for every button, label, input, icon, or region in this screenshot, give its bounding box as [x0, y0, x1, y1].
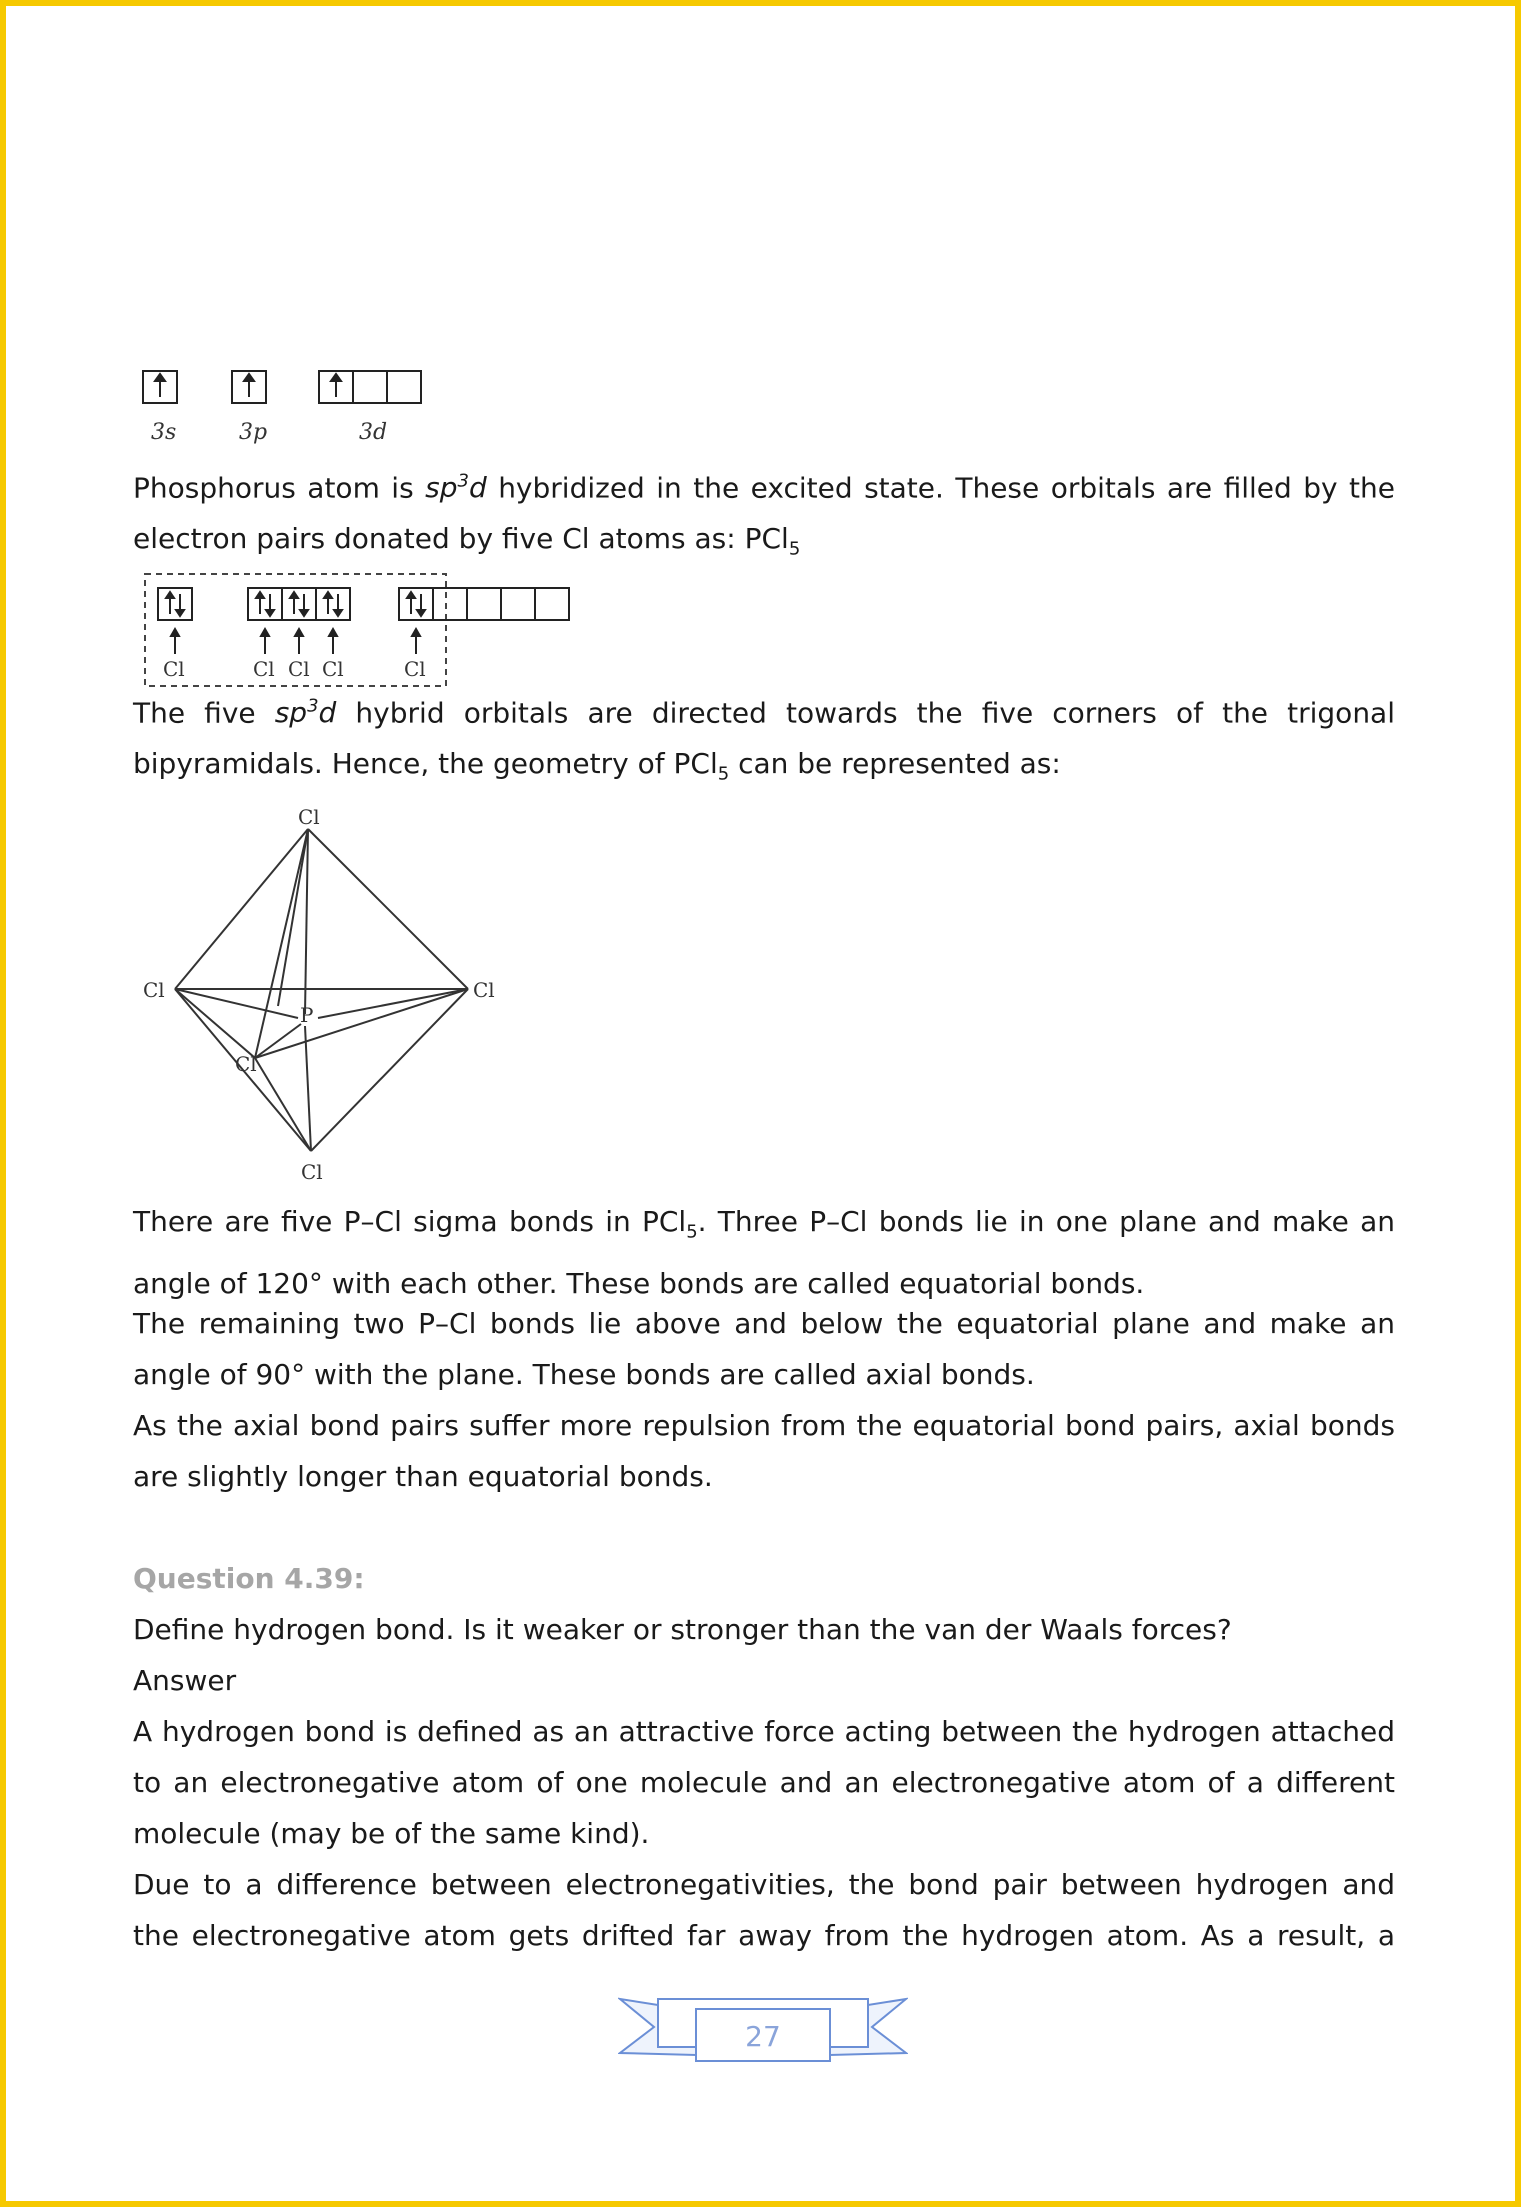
atom-cl-bottom: Cl [301, 1160, 323, 1184]
orbital-label-3s: 3s [151, 420, 177, 445]
para1-d: d [468, 471, 487, 505]
paragraph-bond-length: As the axial bond pairs suffer more repulsion from the equatorial bond pairs, axial bonds are slightly longer than equatorial bonds. [133, 1409, 1395, 1493]
orbital-diagram-pcl5 [133, 566, 573, 691]
para1-text-b: hybridized in the excited state. These orbitals are filled by the electron pairs donated by five Cl atoms as: PCl [133, 471, 1395, 556]
paragraph-sigma-bonds [133, 1196, 1395, 1309]
para1-sub: 5 [788, 538, 801, 560]
answer-label: Answer [133, 1664, 237, 1697]
para2-sp: sp [274, 696, 308, 730]
paragraph-hybridization [133, 456, 1395, 575]
atom-cl-left: Cl [143, 978, 165, 1002]
para1-sup: 3 [457, 471, 469, 492]
para1-text-a: Phosphorus atom is [133, 471, 426, 505]
orbital-label-3p: 3p [239, 420, 268, 445]
para2-text-a: The five [133, 696, 275, 730]
answer-paragraph-1: A hydrogen bond is defined as an attractive force acting between the hydrogen attached to an electronegative atom of one molecule and an electronegative atom of a different molecule (may be of the same kind). [133, 1715, 1395, 1850]
pcl5-structure-diagram [133, 796, 533, 1191]
para2-text-c: can be represented as: [729, 747, 1061, 781]
donor-label-2: Cl [253, 657, 275, 681]
atom-p-center: P [300, 1003, 314, 1027]
page-number-ribbon [618, 1991, 908, 2091]
donor-label-1: Cl [163, 657, 185, 681]
para3-text-b: . Three P–Cl bonds lie in one plane and make an angle of 120° with each other. These bonds are called equatorial bonds. [133, 1205, 1395, 1300]
para2-sub: 5 [717, 763, 730, 785]
orbital-label-3d: 3d [359, 420, 388, 445]
donor-label-5: Cl [404, 657, 426, 681]
orbital-diagram-excited-state [133, 366, 433, 451]
paragraph-axial-bonds: The remaining two P–Cl bonds lie above and below the equatorial plane and make an angle of 90° with the plane. These bonds are called axial bonds. [133, 1307, 1395, 1391]
donor-label-3: Cl [288, 657, 310, 681]
question-title: Question 4.39: [133, 1562, 365, 1595]
para2-text-b: hybrid orbitals are directed towards the five corners of the trigonal bipyramidals. Hence, the geometry of PCl [133, 696, 1395, 781]
atom-cl-right: Cl [473, 978, 495, 1002]
page-number: 27 [745, 2020, 781, 2053]
para3-text-a: There are five P–Cl sigma bonds in PCl [133, 1205, 687, 1238]
question-text: Define hydrogen bond. Is it weaker or stronger than the van der Waals forces? [133, 1613, 1232, 1646]
para1-sp: sp [425, 471, 458, 505]
para2-d: d [318, 696, 337, 730]
atom-cl-front: Cl [235, 1052, 257, 1076]
answer-paragraph-2: Due to a difference between electronegativities, the bond pair between hydrogen and the electronegative atom gets drifted far away from the hydrogen atom. As a result, a [133, 1868, 1395, 1952]
paragraph-geometry [133, 681, 1395, 800]
para2-sup: 3 [307, 696, 319, 717]
donor-label-4: Cl [322, 657, 344, 681]
para3-sub: 5 [686, 1221, 698, 1243]
atom-cl-top: Cl [298, 805, 320, 829]
